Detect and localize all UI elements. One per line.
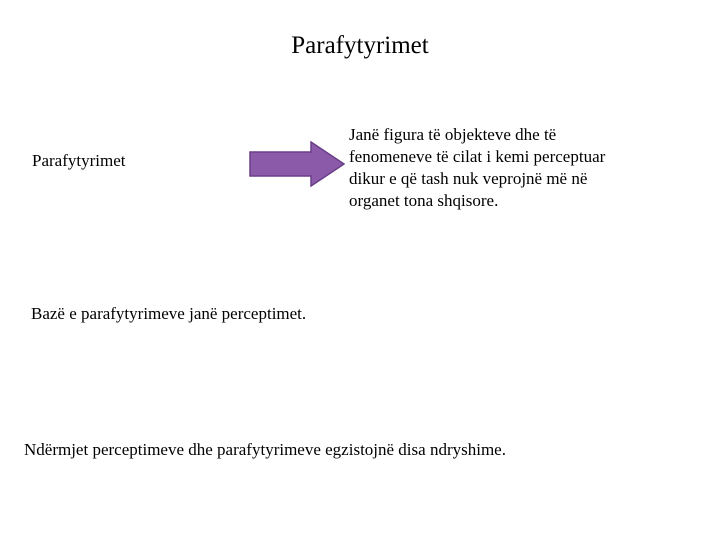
definition-line: dikur e që tash nuk veprojnë më në bbox=[349, 169, 588, 188]
right-arrow-icon bbox=[249, 141, 345, 187]
term-label: Parafytyrimet bbox=[32, 151, 126, 170]
basis-statement: Bazë e parafytyrimeve janë perceptimet. bbox=[31, 304, 307, 323]
definition-text bbox=[349, 124, 679, 212]
differences-statement: Ndërmjet perceptimeve dhe parafytyrimeve egzistojnë disa ndryshime. bbox=[24, 440, 506, 459]
definition-line: organet tona shqisore. bbox=[349, 191, 499, 210]
definition-line: fenomeneve të cilat i kemi perceptuar bbox=[349, 147, 606, 166]
definition-line: Janë figura të objekteve dhe të bbox=[349, 125, 557, 144]
slide-title: Parafytyrimet bbox=[291, 32, 429, 59]
